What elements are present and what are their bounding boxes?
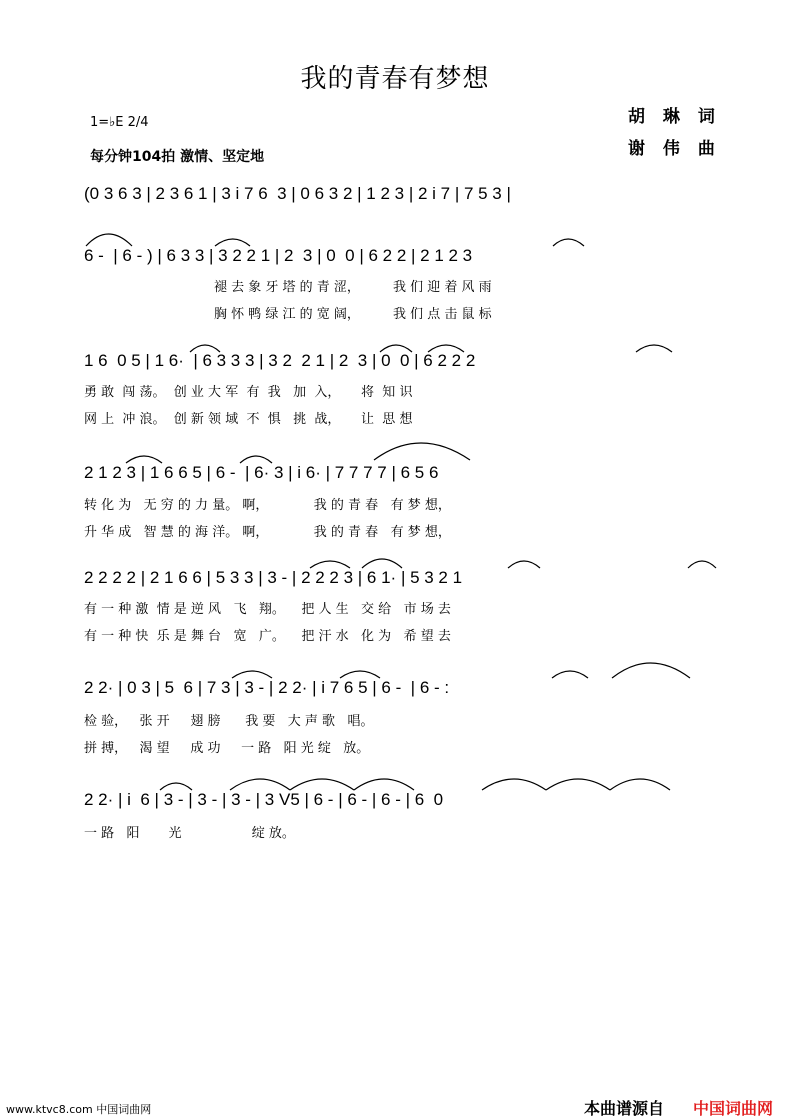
tie-mark <box>553 239 584 246</box>
tie-mark <box>636 345 672 352</box>
tie-mark <box>126 456 162 463</box>
notes-row-4: 2 1 2 3 | 1 6 6 5 | 6 - | 6· 3 | i 6· | 7 7 7 7 | 6 5 6 <box>84 463 439 482</box>
tie-mark <box>374 443 470 460</box>
lyric-row-5-verse-2: 有 一 种 快 乐 是 舞 台 宽 广。 把 汗 水 化 为 希 望 去 <box>84 629 451 644</box>
tie-mark <box>612 663 690 678</box>
lyric-row-7-verse-1: 一 路 阳 光 绽 放。 <box>84 826 295 841</box>
footer-source-label: 本曲谱源自 <box>584 1099 665 1118</box>
tie-mark <box>428 345 464 352</box>
lyric-row-6-verse-1: 检 验， 张 开 翅 膀 我 要 大 声 歌 唱。 <box>84 714 374 729</box>
lyricist-credit: 胡 琳 词 <box>628 107 721 127</box>
tie-mark <box>290 779 354 790</box>
song-title: 我的青春有梦想 <box>300 64 490 94</box>
tie-mark <box>362 559 402 568</box>
tie-mark <box>190 345 220 352</box>
tie-mark <box>232 671 272 678</box>
lyric-row-4-verse-2: 升 华 成 智 慧 的 海 洋。 啊， 我 的 青 春 有 梦 想， <box>84 525 451 540</box>
tempo-marking: 每分钟104拍 激情、坚定地 <box>90 149 265 165</box>
key-signature: 1=♭E 2/4 <box>90 115 149 130</box>
lyric-row-3-verse-2: 网 上 冲 浪。 创 新 领 域 不 惧 挑 战， 让 思 想 <box>84 412 413 427</box>
lyric-row-5-verse-1: 有 一 种 激 情 是 逆 风 飞 翔。 把 人 生 交 给 市 场 去 <box>84 602 451 617</box>
tie-mark <box>340 671 380 678</box>
tie-mark <box>310 561 350 568</box>
tie-mark <box>380 345 412 352</box>
tie-mark <box>240 456 272 463</box>
tie-mark <box>688 561 716 568</box>
tie-mark <box>354 779 414 790</box>
notes-row-3: 1 6 0 5 | 1 6· | 6 3 3 3 | 3 2 2 1 | 2 3 | 0 0 | 6 2 2 2 <box>84 351 476 370</box>
notes-row-2: 6 - | 6 - ) | 6 3 3 | 3 2 2 1 | 2 3 | 0 0 | 6 2 2 | 2 1 2 3 <box>84 246 473 265</box>
lyric-row-6-verse-2: 拼 搏， 渴 望 成 功 一 路 阳 光 绽 放。 <box>84 741 370 756</box>
notes-row-6: 2 2· | 0 3 | 5 6 | 7 3 | 3 - | 2 2· | i 7 6 5 | 6 - | 6 - : <box>84 678 450 697</box>
tie-mark <box>230 779 290 790</box>
lyric-row-4-verse-1: 转 化 为 无 穷 的 力 量。 啊， 我 的 青 春 有 梦 想， <box>84 498 451 513</box>
footer-source-site[interactable]: 中国词曲网 <box>693 1099 774 1118</box>
lyric-row-2-verse-2: 胸 怀 鸭 绿 江 的 宽 阔， 我 们 点 击 鼠 标 <box>214 307 492 322</box>
tie-mark <box>552 671 588 678</box>
tie-mark <box>160 783 192 790</box>
notes-row-7: 2 2· | i 6 | 3 - | 3 - | 3 - | 3 V5 | 6 - | 6 - | 6 - | 6 0 <box>84 790 444 809</box>
notes-row-1: (0 3 6 3 | 2 3 6 1 | 3 i 7 6 3 | 0 6 3 2 | 1 2 3 | 2 i 7 | 7 5 3 | <box>84 184 511 203</box>
tie-mark <box>610 779 670 790</box>
tie-mark <box>508 561 540 568</box>
lyric-row-3-verse-1: 勇 敢 闯 荡。 创 业 大 军 有 我 加 入， 将 知 识 <box>84 385 413 400</box>
footer-site-link[interactable]: www.ktvc8.com 中国词曲网 <box>6 1103 152 1116</box>
tie-mark <box>86 234 132 246</box>
composer-credit: 谢 伟 曲 <box>628 139 721 159</box>
tie-mark <box>546 779 610 790</box>
notes-row-5: 2 2 2 2 | 2 1 6 6 | 5 3 3 | 3 - | 2 2 2 3 | 6 1· | 5 3 2 1 <box>84 568 463 587</box>
tie-mark <box>215 239 250 246</box>
lyric-row-2-verse-1: 褪 去 象 牙 塔 的 青 涩， 我 们 迎 着 风 雨 <box>214 280 492 295</box>
tie-mark <box>482 779 546 790</box>
